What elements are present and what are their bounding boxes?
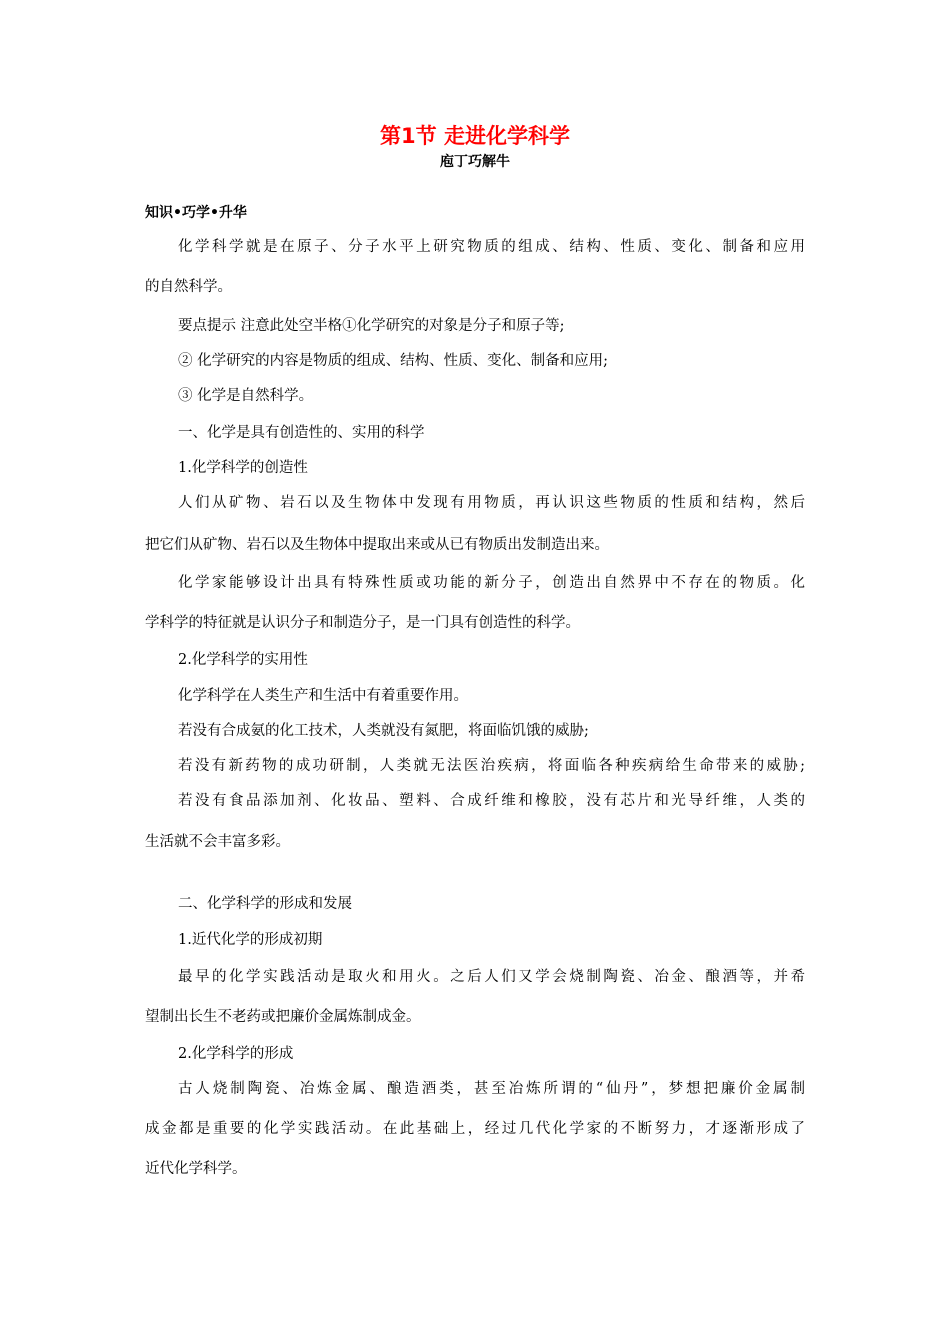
paragraph-line: 化学家能够设计出具有特殊性质或功能的新分子，创造出自然界中不存在的物质。化 — [178, 575, 805, 591]
paragraph-line: 要点提示 注意此处空半格①化学研究的对象是分子和原子等; — [178, 318, 565, 334]
paragraph-line: 人们从矿物、岩石以及生物体中发现有用物质，再认识这些物质的性质和结构，然后 — [178, 495, 805, 511]
paragraph-line: 成金都是重要的化学实践活动。在此基础上，经过几代化学家的不断努力，才逐渐形成了 — [145, 1121, 805, 1137]
paragraph-line: ③ 化学是自然科学。 — [178, 388, 314, 404]
paragraph-line: 化学科学在人类生产和生活中有着重要作用。 — [178, 688, 468, 704]
paragraph-line: 2.化学科学的实用性 — [178, 652, 308, 668]
paragraph-line: 一、化学是具有创造性的、实用的科学 — [178, 425, 425, 441]
page-subtitle: 庖丁巧解牛 — [440, 154, 510, 170]
paragraph-line: 古人烧制陶瓷、冶炼金属、酿造酒类，甚至冶炼所谓的“仙丹”，梦想把廉价金属制 — [178, 1081, 805, 1097]
paragraph-line: 若没有食品添加剂、化妆品、塑料、合成纤维和橡胶，没有芯片和光导纤维，人类的 — [178, 793, 805, 809]
paragraph-line: 二、化学科学的形成和发展 — [178, 896, 352, 912]
paragraph-line: 最早的化学实践活动是取火和用火。之后人们又学会烧制陶瓷、冶金、酿酒等，并希 — [178, 969, 805, 985]
paragraph-line: 若没有新药物的成功研制，人类就无法医治疾病，将面临各种疾病给生命带来的威胁; — [178, 758, 805, 774]
paragraph-line: ② 化学研究的内容是物质的组成、结构、性质、变化、制备和应用; — [178, 353, 608, 369]
paragraph-line: 1.近代化学的形成初期 — [178, 932, 323, 948]
paragraph-line: 若没有合成氨的化工技术，人类就没有氮肥，将面临饥饿的威胁; — [178, 723, 589, 739]
paragraph-line: 化学科学就是在原子、分子水平上研究物质的组成、结构、性质、变化、制备和应用 — [178, 239, 805, 255]
paragraph-line: 望制出长生不老药或把廉价金属炼制成金。 — [145, 1009, 421, 1025]
paragraph-line: 把它们从矿物、岩石以及生物体中提取出来或从已有物质出发制造出来。 — [145, 537, 609, 553]
paragraph-line: 近代化学科学。 — [145, 1161, 247, 1177]
paragraph-line: 学科学的特征就是认识分子和制造分子，是一门具有创造性的科学。 — [145, 615, 580, 631]
paragraph-line: 生活就不会丰富多彩。 — [145, 834, 290, 850]
paragraph-line: 1.化学科学的创造性 — [178, 460, 308, 476]
paragraph-line: 2.化学科学的形成 — [178, 1046, 294, 1062]
paragraph-line: 的自然科学。 — [145, 279, 232, 295]
section-heading: 知识•巧学•升华 — [145, 205, 247, 221]
page-title: 第1节 走进化学科学 — [380, 124, 570, 148]
